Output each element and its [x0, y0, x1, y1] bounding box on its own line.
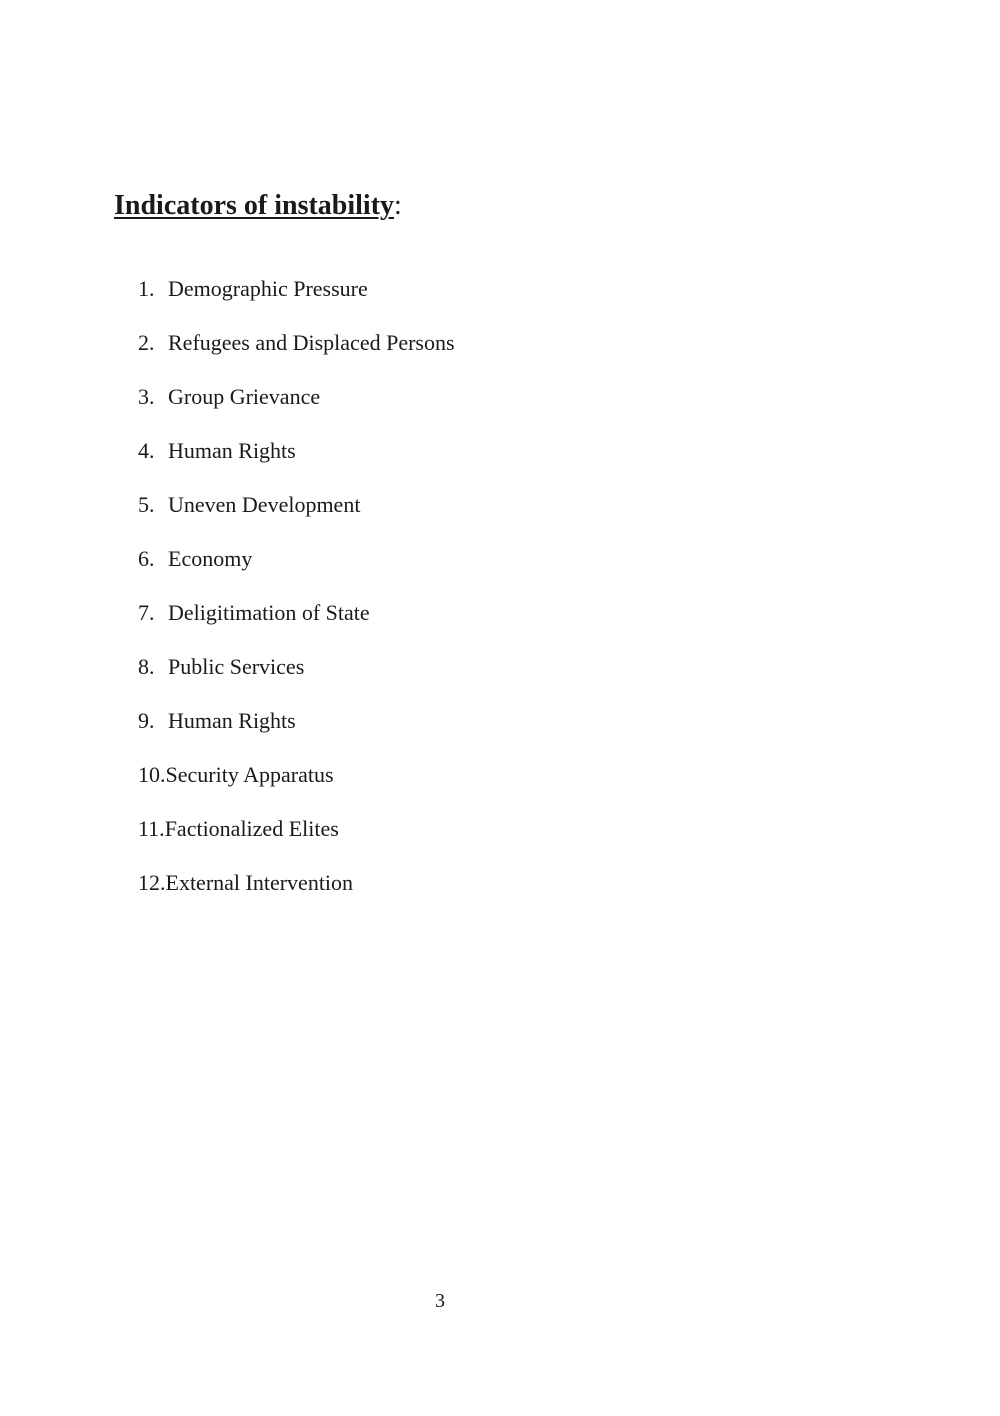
list-item	[138, 272, 455, 326]
list-item	[138, 326, 455, 380]
item-label: Demographic Pressure	[168, 276, 368, 301]
item-label: Uneven Development	[168, 492, 361, 517]
item-number: 12.	[138, 870, 166, 895]
heading-text: Indicators of instability	[114, 190, 395, 221]
item-number: 9.	[138, 708, 155, 733]
item-label: Deligitimation of State	[168, 600, 370, 625]
list-item	[138, 704, 455, 758]
section-heading	[114, 188, 402, 224]
item-number: 1.	[138, 276, 155, 301]
heading-colon: :	[394, 190, 402, 221]
item-number: 3.	[138, 384, 155, 409]
item-number: 7.	[138, 600, 155, 625]
item-label: Refugees and Displaced Persons	[168, 330, 455, 355]
indicator-list	[138, 272, 455, 920]
list-item	[138, 596, 455, 650]
item-label: Human Rights	[168, 708, 296, 733]
list-item	[138, 650, 455, 704]
item-number: 11.	[138, 816, 165, 841]
item-label: Factionalized Elites	[164, 816, 339, 841]
list-item	[138, 812, 455, 866]
item-number: 2.	[138, 330, 155, 355]
list-item	[138, 866, 455, 920]
list-item	[138, 542, 455, 596]
list-item	[138, 758, 455, 812]
item-label: External Intervention	[165, 870, 354, 895]
page-number: 3	[435, 1290, 445, 1312]
item-number: 10.	[138, 762, 166, 787]
item-label: Human Rights	[168, 438, 296, 463]
list-item	[138, 380, 455, 434]
item-label: Public Services	[168, 654, 305, 679]
list-item	[138, 488, 455, 542]
item-number: 4.	[138, 438, 155, 463]
item-number: 5.	[138, 492, 155, 517]
list-item	[138, 434, 455, 488]
item-label: Economy	[168, 546, 253, 571]
item-label: Group Grievance	[168, 384, 321, 409]
item-number: 8.	[138, 654, 155, 679]
item-number: 6.	[138, 546, 155, 571]
item-label: Security Apparatus	[165, 762, 334, 787]
